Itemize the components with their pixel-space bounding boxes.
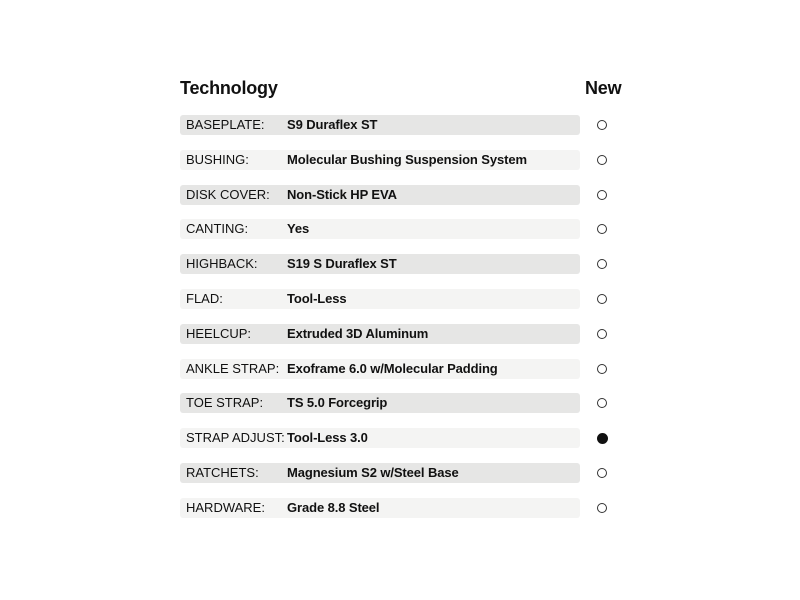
spec-row-background [180,498,580,518]
spec-row-background [180,115,580,135]
new-radio[interactable] [597,468,607,478]
spec-label: FLAD: [186,290,223,306]
spec-value: Tool-Less [287,290,347,306]
new-radio[interactable] [597,155,607,165]
spec-row-background [180,185,580,205]
new-radio[interactable] [597,294,607,304]
new-radio-selected[interactable] [597,433,608,444]
new-radio[interactable] [597,190,607,200]
spec-label: DISK COVER: [186,186,270,202]
spec-value: Molecular Bushing Suspension System [287,151,527,167]
spec-row-background [180,150,580,170]
new-radio[interactable] [597,364,607,374]
new-radio[interactable] [597,120,607,130]
new-radio[interactable] [597,259,607,269]
new-radio[interactable] [597,224,607,234]
spec-label: CANTING: [186,221,249,237]
spec-row [180,254,622,274]
spec-row [180,359,622,379]
spec-label: STRAP ADJUST: [186,430,285,446]
spec-value: Extruded 3D Aluminum [287,325,429,341]
spec-label: HIGHBACK: [186,256,258,272]
spec-row-background [180,254,580,274]
spec-label: ANKLE STRAP: [186,360,280,376]
spec-label: BASEPLATE: [186,117,265,132]
spec-value: S9 Duraflex ST [287,117,378,132]
spec-value: Non-Stick HP EVA [287,186,397,202]
spec-row-background [180,324,580,344]
spec-row-background [180,463,580,483]
spec-row [180,185,622,205]
spec-value: Grade 8.8 Steel [287,499,380,515]
spec-label: TOE STRAP: [186,395,264,411]
spec-row [180,393,622,413]
spec-row [180,428,622,448]
spec-row-background [180,359,580,379]
spec-row-background [180,393,580,413]
spec-row-background [180,428,580,448]
new-radio[interactable] [597,398,607,408]
spec-label: HARDWARE: [186,499,265,515]
spec-row [180,115,622,135]
spec-value: Yes [287,221,310,237]
spec-row [180,289,622,309]
table-header [180,78,622,102]
spec-value: Magnesium S2 w/Steel Base [287,464,459,480]
spec-row [180,219,622,239]
spec-row-background [180,289,580,309]
spec-value: Exoframe 6.0 w/Molecular Padding [287,360,498,376]
spec-label: HEELCUP: [186,325,252,341]
spec-row [180,150,622,170]
new-radio[interactable] [597,329,607,339]
technology-heading: Technology [180,78,278,98]
spec-value: S19 S Duraflex ST [287,256,397,272]
new-heading: New [585,78,622,98]
spec-row [180,324,622,344]
new-radio[interactable] [597,503,607,513]
spec-list [180,115,622,533]
spec-value: Tool-Less 3.0 [287,430,368,446]
spec-row [180,498,622,518]
spec-label: BUSHING: [186,151,249,167]
spec-row-background [180,219,580,239]
spec-label: RATCHETS: [186,464,259,480]
spec-value: TS 5.0 Forcegrip [287,395,388,411]
spec-row [180,463,622,483]
